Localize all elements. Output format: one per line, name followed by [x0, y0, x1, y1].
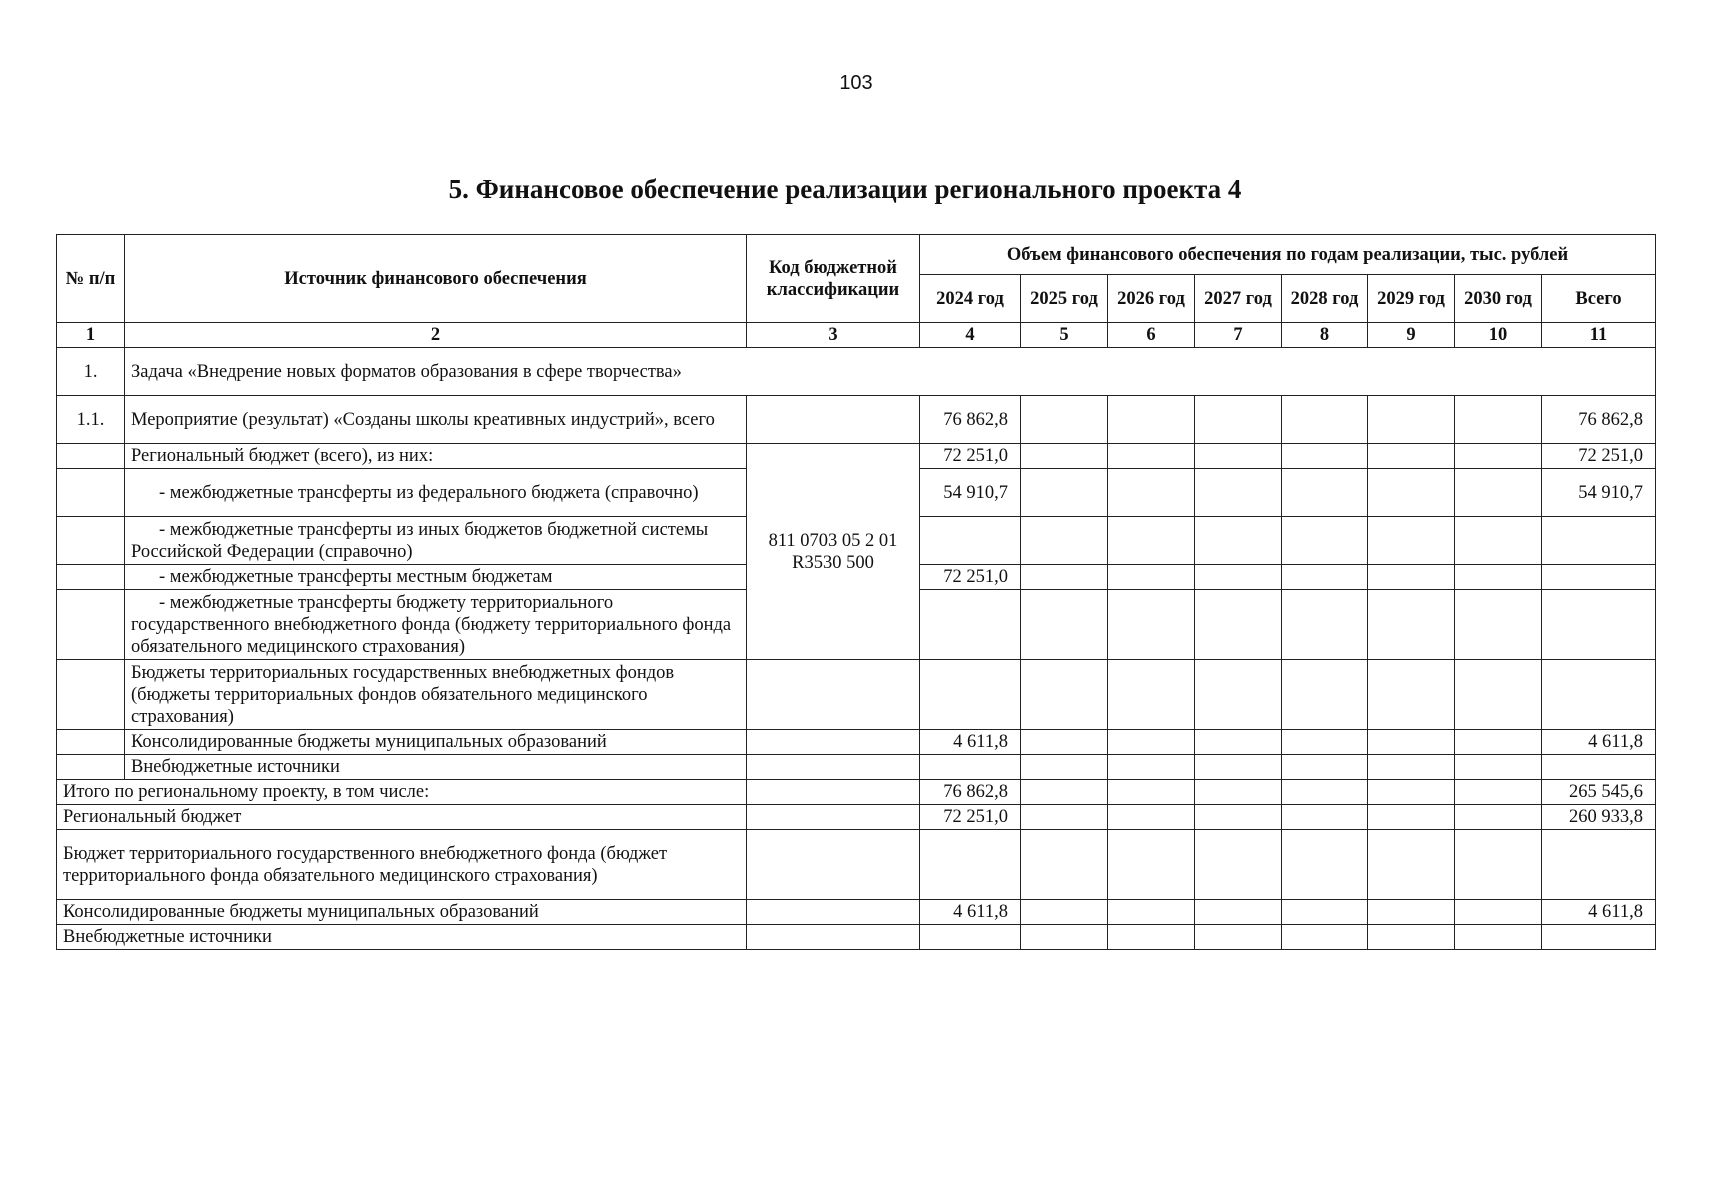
- row-num: [57, 755, 125, 780]
- row-name: [125, 469, 747, 517]
- row-num: [57, 730, 125, 755]
- header-code: Код бюджетной классификации: [747, 235, 920, 323]
- summary-row: [57, 830, 1656, 900]
- task-row: [57, 348, 1656, 396]
- value-total: [1542, 755, 1656, 780]
- value-total: [1542, 660, 1656, 730]
- column-number: 9: [1368, 323, 1455, 348]
- summary-name: Консолидированные бюджеты муниципальных образований: [57, 900, 747, 925]
- code-cell: [747, 780, 920, 805]
- value-total: [1542, 517, 1656, 565]
- row-name-text: - межбюджетные трансферты из иных бюджетов бюджетной системы Российской Федерации (справочно): [131, 519, 709, 562]
- value-2024: 76 862,8: [920, 396, 1021, 444]
- summary-name: Итого по региональному проекту, в том числе:: [57, 780, 747, 805]
- header-year-2030: 2030 год: [1455, 275, 1542, 323]
- code-cell: [747, 900, 920, 925]
- column-number: 4: [920, 323, 1021, 348]
- value-total: 4 611,8: [1542, 730, 1656, 755]
- document-title: 5. Финансовое обеспечение реализации регионального проекта 4: [448, 174, 1242, 204]
- code-cell: [747, 660, 920, 730]
- value-2024: [920, 925, 1021, 950]
- column-number: 6: [1108, 323, 1195, 348]
- header-year-2029: 2029 год: [1368, 275, 1455, 323]
- column-number: 7: [1195, 323, 1282, 348]
- value-total: 265 545,6: [1542, 780, 1656, 805]
- column-number: 8: [1282, 323, 1368, 348]
- row-name: Региональный бюджет (всего), из них:: [125, 444, 747, 469]
- column-number: 2: [125, 323, 747, 348]
- row-num: [57, 517, 125, 565]
- value-2024: 72 251,0: [920, 444, 1021, 469]
- value-2024: 4 611,8: [920, 730, 1021, 755]
- value-2024: [920, 830, 1021, 900]
- row-num: [57, 565, 125, 590]
- summary-name: Внебюджетные источники: [57, 925, 747, 950]
- budget-code: 811 0703 05 2 01 R3530 500: [747, 444, 920, 660]
- table-row: [57, 755, 1656, 780]
- row-name: [125, 590, 747, 660]
- summary-row: [57, 925, 1656, 950]
- value-total: [1542, 830, 1656, 900]
- header-source: Источник финансового обеспечения: [125, 235, 747, 323]
- row-num: [57, 444, 125, 469]
- header-total: Всего: [1542, 275, 1656, 323]
- row-name: [125, 565, 747, 590]
- value-total: 4 611,8: [1542, 900, 1656, 925]
- row-name: Внебюджетные источники: [125, 755, 747, 780]
- task-num: 1.: [57, 348, 125, 396]
- row-num: [57, 660, 125, 730]
- row-name: [125, 517, 747, 565]
- task-text: Задача «Внедрение новых форматов образования в сфере творчества»: [125, 348, 1656, 396]
- header-volume: Объем финансового обеспечения по годам реализации, тыс. рублей: [920, 235, 1656, 275]
- value-2024: 72 251,0: [920, 565, 1021, 590]
- row-name: Бюджеты территориальных государственных внебюджетных фондов (бюджеты территориальных фондов обязательного медицинского страхования): [125, 660, 747, 730]
- header-year-2024: 2024 год: [920, 275, 1021, 323]
- header-num: № п/п: [57, 235, 125, 323]
- value-total: [1542, 565, 1656, 590]
- summary-row: [57, 900, 1656, 925]
- value-2024: 72 251,0: [920, 805, 1021, 830]
- code-cell: [747, 830, 920, 900]
- row-name-text: - межбюджетные трансферты из федерального бюджета (справочно): [159, 482, 699, 503]
- table-row: [57, 730, 1656, 755]
- code-cell: [747, 755, 920, 780]
- row-name: Мероприятие (результат) «Созданы школы креативных индустрий», всего: [125, 396, 747, 444]
- value-total: 260 933,8: [1542, 805, 1656, 830]
- summary-name: Региональный бюджет: [57, 805, 747, 830]
- header-year-2025: 2025 год: [1021, 275, 1108, 323]
- value-total: 76 862,8: [1542, 396, 1656, 444]
- summary-row: [57, 780, 1656, 805]
- code-cell: [747, 805, 920, 830]
- row-num: [57, 590, 125, 660]
- row-name-text: - межбюджетные трансферты бюджету территориального государственного внебюджетного фонда (бюджету территориального фонда обязательного медицинского страхования): [131, 592, 732, 657]
- header-year-2026: 2026 год: [1108, 275, 1195, 323]
- header-year-2028: 2028 год: [1282, 275, 1368, 323]
- value-2024: [920, 660, 1021, 730]
- code-cell: [747, 396, 920, 444]
- value-2024: [920, 517, 1021, 565]
- value-2024: 4 611,8: [920, 900, 1021, 925]
- row-name-text: - межбюджетные трансферты местным бюджетам: [159, 567, 553, 587]
- value-total: [1542, 590, 1656, 660]
- page-number: 103: [839, 72, 873, 94]
- table-row: [57, 444, 1656, 469]
- row-num: [57, 469, 125, 517]
- table-row: [57, 660, 1656, 730]
- column-number: 5: [1021, 323, 1108, 348]
- financing-table: [56, 234, 1656, 950]
- column-number: 11: [1542, 323, 1656, 348]
- value-2024: 54 910,7: [920, 469, 1021, 517]
- value-2024: [920, 590, 1021, 660]
- code-cell: [747, 730, 920, 755]
- code-cell: [747, 925, 920, 950]
- value-2024: 76 862,8: [920, 780, 1021, 805]
- table-row: [57, 396, 1656, 444]
- row-num: 1.1.: [57, 396, 125, 444]
- column-number: 3: [747, 323, 920, 348]
- summary-row: [57, 805, 1656, 830]
- value-2024: [920, 755, 1021, 780]
- header-year-2027: 2027 год: [1195, 275, 1282, 323]
- row-name: Консолидированные бюджеты муниципальных образований: [125, 730, 747, 755]
- column-number: 1: [57, 323, 125, 348]
- summary-name: Бюджет территориального государственного внебюджетного фонда (бюджет территориального фонда обязательного медицинского страхования): [57, 830, 747, 900]
- column-number: 10: [1455, 323, 1542, 348]
- value-total: [1542, 925, 1656, 950]
- value-total: 72 251,0: [1542, 444, 1656, 469]
- value-total: 54 910,7: [1542, 469, 1656, 517]
